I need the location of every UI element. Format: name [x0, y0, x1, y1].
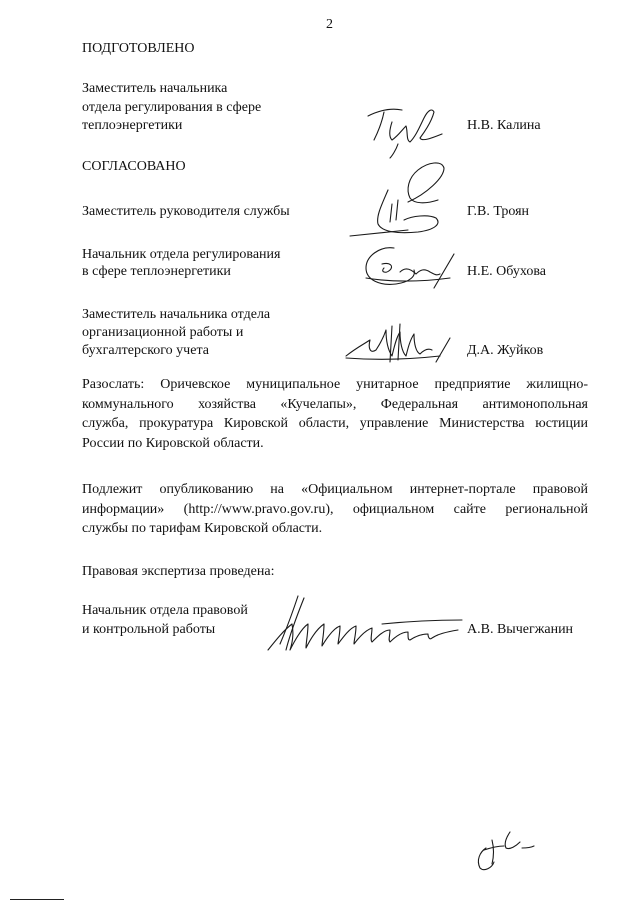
publication-line-3: службы по тарифам Кировской области. [82, 521, 323, 536]
prepared-title-line-3: теплоэнергетики [82, 118, 183, 133]
agreed-3-name: Д.А. Жуйков [467, 343, 544, 358]
distribution-line-1: Разослать: Оричевское муниципальное унитарное предприятие жилищно- [82, 377, 588, 392]
signature-kalina [362, 96, 452, 160]
prepared-title-line-1: Заместитель начальника [82, 81, 228, 96]
legal-review-title-line-2: и контрольной работы [82, 622, 216, 637]
page-number: 2 [326, 17, 333, 32]
agreed-2-name: Н.Е. Обухова [467, 264, 546, 279]
publication-line-1: Подлежит опубликованию на «Официальном интернет-портале правовой [82, 482, 588, 497]
distribution-line-2: коммунального хозяйства «Кучелапы», Федеральная антимонопольная [82, 396, 588, 412]
signature-troyan [348, 160, 468, 240]
prepared-name: Н.В. Калина [467, 118, 541, 133]
publication-paragraph [82, 480, 588, 539]
agreed-3-title-line-2: организационной работы и [82, 325, 244, 340]
initials-mark [470, 826, 540, 876]
publication-line-2: информации» (http://www.pravo.gov.ru), официальном сайте региональной [82, 501, 588, 517]
distribution-line-3: служба, прокуратура Кировской области, управление Министерства юстиции [82, 416, 588, 431]
agreed-2-title-line-1: Начальник отдела регулирования [82, 247, 281, 262]
prepared-heading: ПОДГОТОВЛЕНО [82, 41, 195, 56]
agreed-3-title-line-1: Заместитель начальника отдела [82, 307, 271, 322]
legal-review-title-line-1: Начальник отдела правовой [82, 603, 248, 618]
agreed-heading: СОГЛАСОВАНО [82, 159, 186, 174]
distribution-line-4: России по Кировской области. [82, 435, 264, 451]
footnote-rule [10, 899, 64, 900]
signature-zhuikov [344, 322, 456, 366]
agreed-3-title-line-3: бухгалтерского учета [82, 343, 209, 358]
agreed-2-title-line-2: в сфере теплоэнергетики [82, 264, 231, 279]
agreed-1-title-line-1: Заместитель руководителя службы [82, 204, 290, 219]
prepared-title-line-2: отдела регулирования в сфере [82, 100, 262, 115]
legal-review-heading: Правовая экспертиза проведена: [82, 564, 275, 579]
signature-obukhova [360, 240, 460, 290]
legal-review-name: А.В. Вычегжанин [467, 622, 574, 637]
signature-vychegzhanin [262, 594, 466, 654]
agreed-1-name: Г.В. Троян [467, 204, 530, 219]
distribution-paragraph [82, 375, 588, 453]
